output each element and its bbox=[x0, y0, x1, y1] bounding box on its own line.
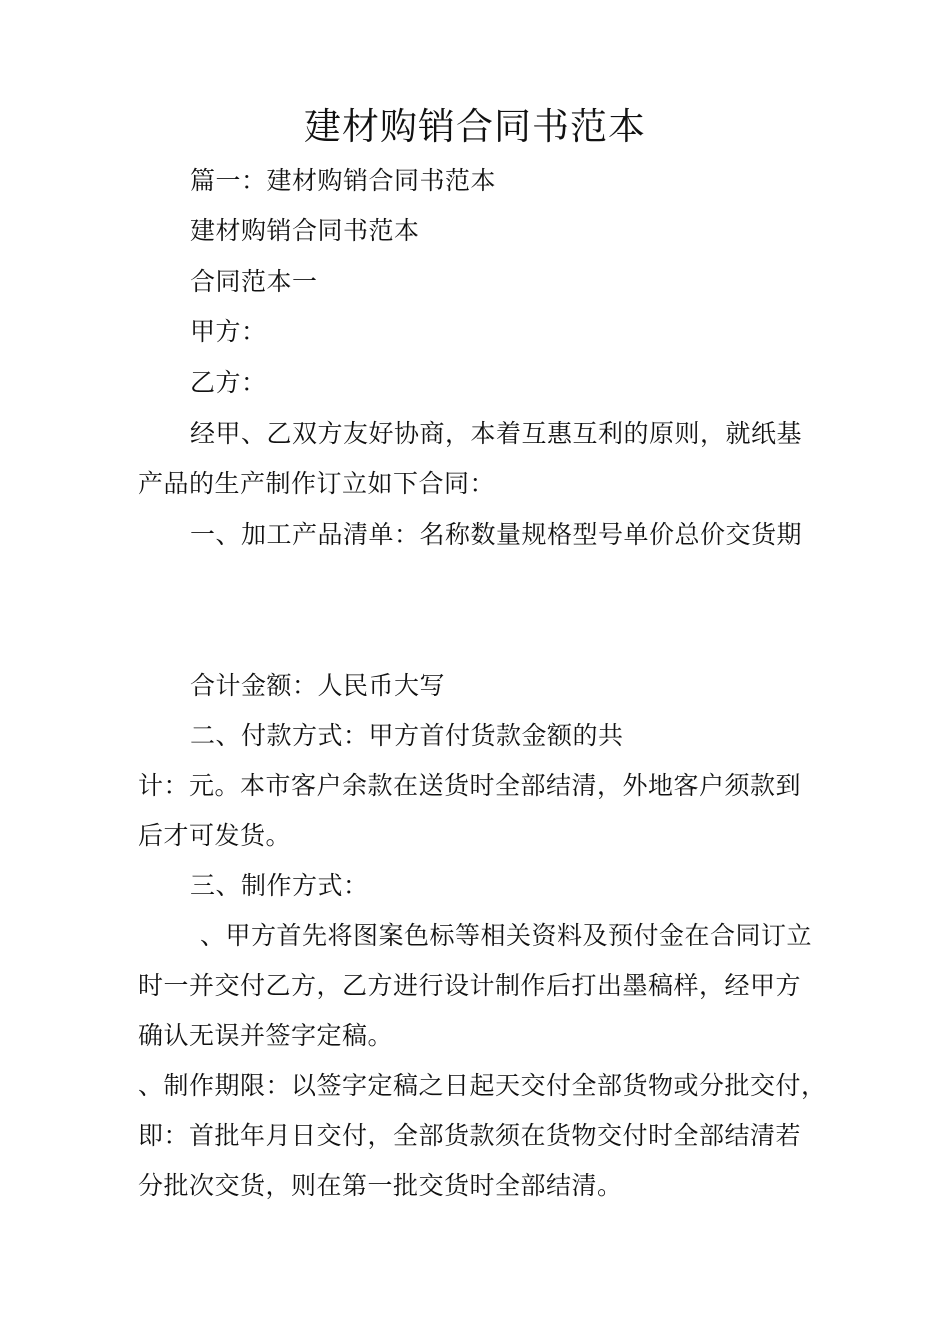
paragraph-line: 建材购销合同书范本 bbox=[190, 216, 420, 245]
paragraph-line: 合计金额：人民币大写 bbox=[190, 671, 446, 700]
paragraph-line: 时一并交付乙方，乙方进行设计制作后打出墨稿样，经甲方 bbox=[138, 971, 802, 1000]
paragraph-line: 篇一：建材购销合同书范本 bbox=[190, 166, 497, 195]
party-a-label: 甲方： bbox=[190, 317, 267, 346]
section-heading: 三、制作方式： bbox=[190, 871, 369, 900]
section-heading: 一、加工产品清单：名称数量规格型号单价总价交货期 bbox=[190, 520, 803, 549]
section-heading: 二、付款方式：甲方首付货款金额的共 bbox=[190, 721, 624, 750]
paragraph-line: 后才可发货。 bbox=[138, 821, 292, 850]
paragraph-line: 经甲、乙双方友好协商，本着互惠互利的原则，就纸基 bbox=[190, 419, 803, 448]
party-b-label: 乙方： bbox=[190, 368, 267, 397]
document-title: 建材购销合同书范本 bbox=[304, 105, 646, 148]
paragraph-line: 、制作期限：以签字定稿之日起天交付全部货物或分批交付， bbox=[138, 1071, 827, 1100]
paragraph-line: 即：首批年月日交付，全部货款须在货物交付时全部结清若 bbox=[138, 1121, 802, 1150]
paragraph-line: 分批次交货，则在第一批交货时全部结清。 bbox=[138, 1171, 623, 1200]
paragraph-line: 产品的生产制作订立如下合同： bbox=[138, 469, 496, 498]
paragraph-line: 计：元。本市客户余款在送货时全部结清，外地客户须款到 bbox=[138, 771, 802, 800]
paragraph-line: 、甲方首先将图案色标等相关资料及预付金在合同订立 bbox=[200, 921, 813, 950]
paragraph-line: 确认无误并签字定稿。 bbox=[138, 1021, 394, 1050]
paragraph-line: 合同范本一 bbox=[190, 267, 318, 296]
